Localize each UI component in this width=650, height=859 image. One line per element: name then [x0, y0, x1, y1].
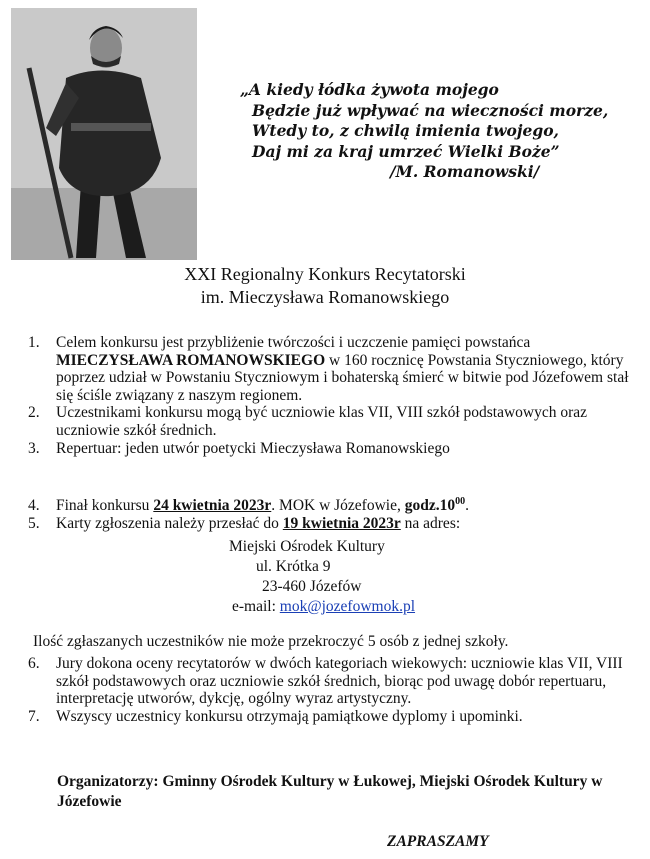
- address-street: ul. Krótka 9: [256, 558, 331, 575]
- email-link[interactable]: mok@jozefowmok.pl: [279, 598, 416, 615]
- participant-limit-note: Ilość zgłaszanych uczestników nie może przekroczyć 5 osób z jednej szkoły.: [33, 633, 509, 650]
- list-item-4: 4. Finał konkursu 24 kwietnia 2023r. MOK w Józefowie, $godz.10^{00}$.: [28, 495, 469, 514]
- quote-line-3: Wtedy to, z chwilą imienia twojego,: [252, 121, 559, 140]
- quote-line-4: Daj mi za kraj umrzeć Wielki Boże”: [252, 141, 560, 161]
- highlight-name: MIECZYSŁAWA ROMANOWSKIEGO: [56, 351, 326, 369]
- address-email: e-mail: mok@jozefowmok.pl: [232, 598, 416, 615]
- list-item-2: 2. Uczestnikami konkursu mogą być uczniowie klas VII, VIII szkół podstawowych oraz uczniowie szkół średnich.: [28, 404, 588, 439]
- quote-line-1: „A kiedy łódka żywota mojego: [240, 80, 499, 99]
- organizers: Organizatorzy: Gminny Ośrodek Kultury w Łukowej, Miejski Ośrodek Kultury w Józefowie: [57, 773, 603, 810]
- list-item-5: 5. Karty zgłoszenia należy przesłać do 19 kwietnia 2023r na adres:: [28, 514, 461, 532]
- quote-author: /M. Romanowski/: [390, 162, 540, 181]
- page-subtitle: im. Mieczysława Romanowskiego: [200, 287, 450, 307]
- list-item-3: 3. Repertuar: jeden utwór poetycki Mieczysława Romanowskiego: [28, 439, 450, 457]
- invite-text: ZAPRASZAMY: [387, 833, 489, 850]
- rules-list-middle: [28, 497, 643, 532]
- deadline-date: 19 kwietnia 2023r: [282, 514, 401, 532]
- page-title: XXI Regionalny Konkurs Recytatorski: [184, 264, 466, 284]
- portrait-photo: [11, 8, 197, 260]
- list-item-1: 1. Celem konkursu jest przybliżenie twórczości i uczczenie pamięci powstańca MIECZYSŁAWA ROMANOWSKIEGO w 160 rocznicę Powstania Styczniowego, który poprzez udział w Powstaniu Styczniowym i bohaterską śmierć w bitwie pod Józefowem stał się ściśle związany z naszym regionem.: [28, 334, 629, 404]
- rules-list-bottom: [28, 655, 643, 725]
- final-time: godz.10: [404, 497, 456, 514]
- final-date: 24 kwietnia 2023r: [153, 497, 272, 514]
- quote-line-2: Będzie już wpływać na wieczności morze,: [252, 100, 609, 120]
- poem-quote: [240, 80, 640, 183]
- address-name: Miejski Ośrodek Kultury: [229, 538, 385, 555]
- address-city: 23-460 Józefów: [262, 578, 362, 595]
- list-item-7: 7. Wszyscy uczestnicy konkursu otrzymają pamiątkowe dyplomy i upominki.: [28, 707, 523, 725]
- list-item-6: 6. Jury dokona oceny recytatorów w dwóch kategoriach wiekowych: uczniowie klas VII, VIII szkół podstawowych oraz uczniowie szkół średnich, biorąc pod uwagę dobór repertuaru, interpretację utworów, dykcję, ogólny wyraz artystyczny.: [28, 655, 623, 708]
- rules-list-top: [28, 334, 643, 457]
